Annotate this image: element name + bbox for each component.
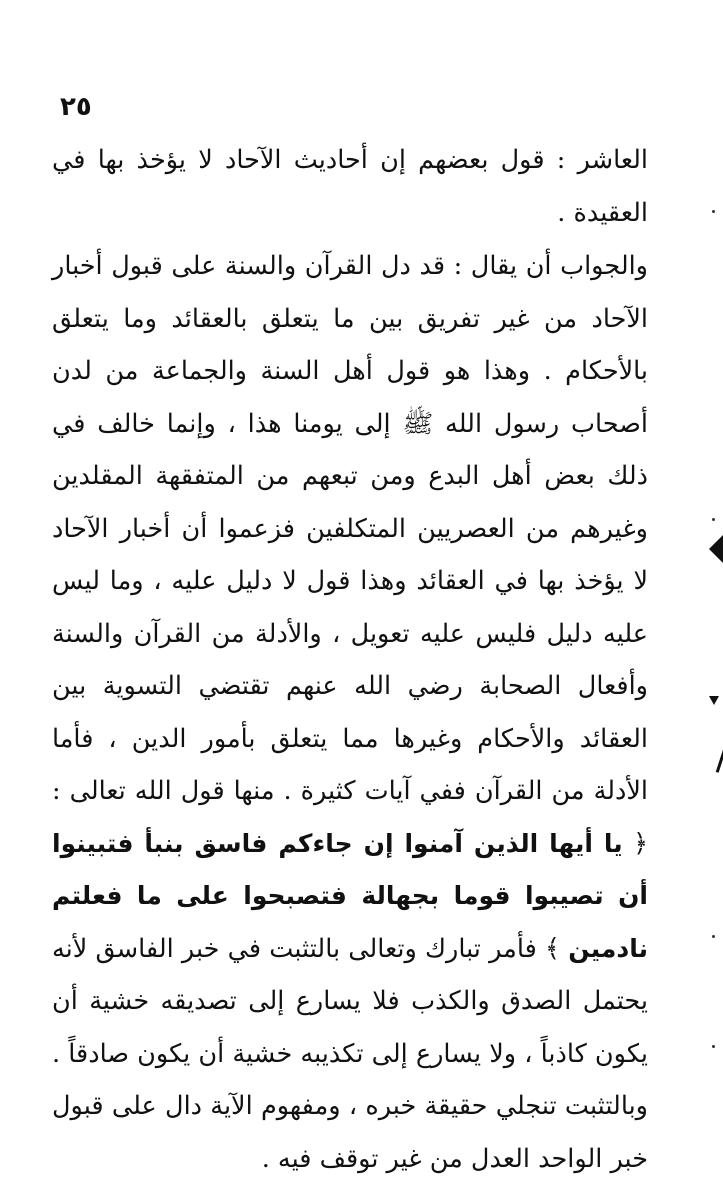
paragraph-2-text <box>52 240 648 1185</box>
edge-small-triangle-mark <box>709 696 719 705</box>
edge-tick-mark <box>716 745 723 773</box>
paragraph-2-intro: والجواب أن يقال : قد دل القرآن والسنة على قبول أخبار الآحاد من غير تفريق بين ما يتعلق بالعقائد وما يتعلق بالأحكام . وهذا هو قول أهل السنة والجماعة من لدن أصحاب رسول الله ﷺ إلى يومنا هذا ، وإنما خالف في ذلك بعض أهل البدع ومن تبعهم من المتفقهة المقلدين وغيرهم من العصريين المتكلفين فزعموا أن أخبار الآحاد لا يؤخذ بها في العقائد وهذا قول لا دليل عليه ، وما ليس عليه دليل فليس عليه تعويل ، والأدلة من القرآن والسنة وأفعال الصحابة رضي الله عنهم تقتضي التسوية بين العقائد والأحكام وغيرها مما يتعلق بأمور الدين ، فأما الأدلة من القرآن ففي آيات كثيرة . منها قول الله تعالى : <box>52 251 648 806</box>
edge-dot <box>712 210 715 213</box>
paragraph-2 <box>52 240 648 1185</box>
edge-triangle-mark <box>709 535 723 563</box>
paragraph-2-explanation: فأمر تبارك وتعالى بالتثبت في خبر الفاسق لأنه يحتمل الصدق والكذب فلا يسارع إلى تصديقه خشية أن يكون كاذباً ، ولا يسارع إلى تكذيبه خشية أن يكون صادقاً . وبالتثبت تنجلي حقيقة خبره ، ومفهوم الآية دال على قبول خبر الواحد العدل من غير توقف فيه . <box>52 933 648 1174</box>
paragraph-1-text: العاشر : قول بعضهم إن أحاديث الآحاد لا يؤخذ بها في العقيدة . <box>52 145 648 228</box>
verse-bracket-open: ﴿ <box>633 828 649 859</box>
edge-dot <box>712 1045 715 1048</box>
paragraph-1 <box>52 134 648 239</box>
quran-verse: يا أيها الذين آمنوا إن جاءكم فاسق بنبأ فتبينوا أن تصيبوا قوما بجهالة فتصبحوا على ما فعلتم نادمين <box>52 828 648 963</box>
edge-dot <box>712 935 715 938</box>
verse-bracket-close: ﴾ <box>545 933 560 964</box>
edge-dot <box>712 518 715 521</box>
page-number: ٢٥ <box>60 92 92 122</box>
